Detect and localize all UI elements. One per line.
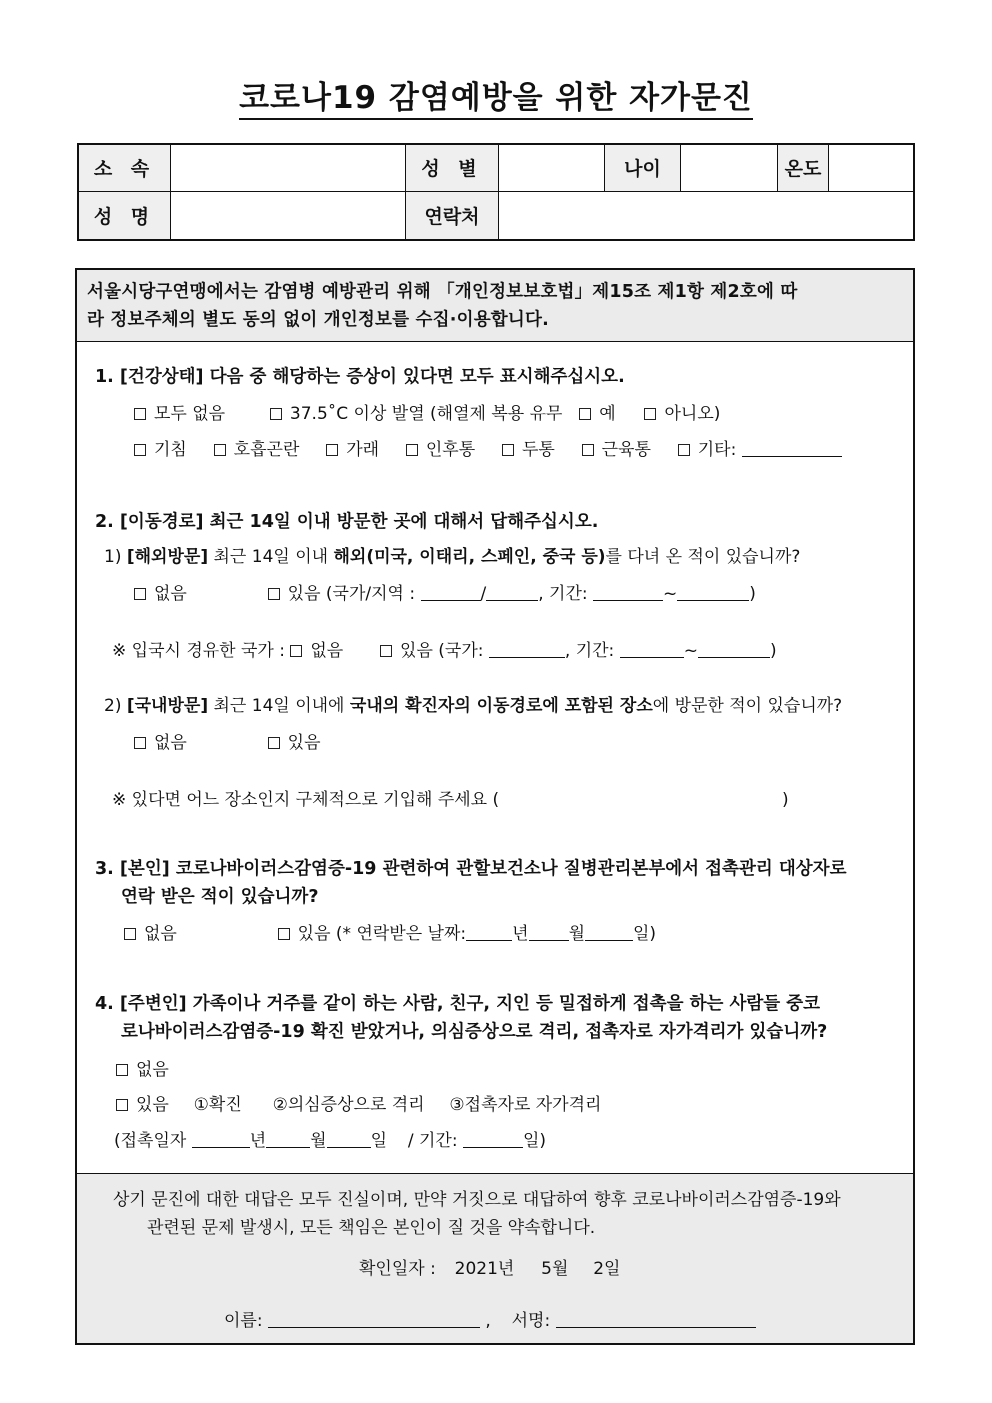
- declaration-line-1: 상기 문진에 대한 대답은 모두 진실이며, 만약 거짓으로 대답하여 향후 코로나바이러스감염증-19와: [113, 1190, 841, 1210]
- checkbox[interactable]: [124, 928, 136, 940]
- q2-sub2: 2) [국내방문] 최근 14일 이내에 국내의 확진자의 이동경로에 포함된 장소에 방문한 적이 있습니까?: [104, 696, 843, 716]
- confirm-date: 확인일자 : 2021년 5월 2일: [359, 1259, 621, 1279]
- info-table: [77, 143, 915, 241]
- checkbox[interactable]: [134, 444, 146, 456]
- checkbox[interactable]: [406, 444, 418, 456]
- q2-transit: ※ 입국시 경유한 국가 : 없음 있음 (국가: , 기간: ~ ): [112, 641, 777, 661]
- q3-options: 없음 있음 (* 연락받은 날짜: 년 월 일): [124, 919, 656, 944]
- checkbox[interactable]: [380, 645, 392, 657]
- checkbox[interactable]: [214, 444, 226, 456]
- checkbox[interactable]: [268, 588, 280, 600]
- checkbox[interactable]: [268, 737, 280, 749]
- affiliation-field[interactable]: [171, 144, 406, 191]
- checkbox[interactable]: [326, 444, 338, 456]
- checkbox[interactable]: [134, 408, 146, 420]
- checkbox[interactable]: [678, 444, 690, 456]
- checkbox[interactable]: [134, 737, 146, 749]
- age-label: 나이: [605, 144, 681, 191]
- checkbox[interactable]: [116, 1099, 128, 1111]
- checkbox[interactable]: [644, 408, 656, 420]
- signature-blank[interactable]: [556, 1312, 756, 1328]
- name-sign-label: 이름:: [224, 1311, 263, 1331]
- notice-line-2: 라 정보주체의 별도 동의 없이 개인정보를 수집·이용합니다.: [87, 310, 549, 330]
- temperature-field[interactable]: [829, 144, 915, 191]
- gender-field[interactable]: [499, 144, 605, 191]
- contact-label: 연락처: [406, 191, 499, 240]
- other-blank[interactable]: [742, 441, 842, 457]
- checkbox[interactable]: [278, 928, 290, 940]
- q4-contact-date: (접촉일자 년 월 일 / 기간: 일): [114, 1131, 547, 1151]
- declaration-footer: [77, 1173, 913, 1343]
- checkbox[interactable]: [270, 408, 282, 420]
- checkbox[interactable]: [290, 645, 302, 657]
- notice-line-1: 서울시당구연맹에서는 감염병 예방관리 위해 「개인정보보호법」제15조 제1항 제2호에 따: [87, 282, 798, 302]
- q2-sub2-options: 없음 있음: [134, 728, 321, 753]
- q4-option-yes: 있음 ①확진 ②의심증상으로 격리 ③접촉자로 자가격리: [116, 1090, 601, 1115]
- declaration-line-2: 관련된 문제 발생시, 모든 책임은 본인이 질 것을 약속합니다.: [147, 1218, 596, 1238]
- name-sign-blank[interactable]: [268, 1312, 480, 1328]
- q3-line-2: 연락 받은 적이 있습니까?: [121, 887, 319, 907]
- q4-line-1: 4. [주변인] 가족이나 거주를 같이 하는 사람, 친구, 지인 등 밀접하게 접촉을 하는 사람들 중코: [95, 994, 821, 1014]
- q4-line-2: 로나바이러스감염증-19 확진 받았거나, 의심증상으로 격리, 접촉자로 자가격리가 있습니까?: [121, 1022, 828, 1042]
- privacy-notice: [77, 270, 913, 342]
- q3-line-1: 3. [본인] 코로나바이러스감염증-19 관련하여 관할보건소나 질병관리본부에서 접촉관리 대상자로: [95, 859, 847, 879]
- questionnaire-box: [75, 268, 915, 1345]
- q4-option-none: 없음: [116, 1055, 169, 1080]
- name-field[interactable]: [171, 191, 406, 240]
- q2-sub1-options: 없음 있음 (국가/지역 : / , 기간: ~ ): [134, 579, 756, 604]
- q1-row-1: 모두 없음 37.5˚C 이상 발열 (해열제 복용 유무 예 아니오): [134, 399, 720, 424]
- temperature-label: 온도: [778, 144, 829, 191]
- page-title: 코로나19 감염예방을 위한 자가문진: [0, 72, 992, 117]
- checkbox[interactable]: [579, 408, 591, 420]
- q2-sub1: 1) [해외방문] 최근 14일 이내 해외(미국, 이태리, 스페인, 중국 등)를 다녀 온 적이 있습니까?: [104, 547, 801, 567]
- affiliation-label: 소 속: [78, 144, 171, 191]
- checkbox[interactable]: [582, 444, 594, 456]
- q1-row-2: 기침 호흡곤란 가래 인후통 두통 근육통 기타:: [134, 435, 842, 460]
- signature-row: 이름: , 서명:: [224, 1306, 756, 1331]
- q1-title: 1. [건강상태] 다음 중 해당하는 증상이 있다면 모두 표시해주십시오.: [95, 367, 625, 387]
- q2-place-note: ※ 있다면 어느 장소인지 구체적으로 기입해 주세요 ( ): [112, 790, 789, 810]
- q2-title: 2. [이동경로] 최근 14일 이내 방문한 곳에 대해서 답해주십시오.: [95, 512, 599, 532]
- age-field[interactable]: [681, 144, 778, 191]
- checkbox[interactable]: [502, 444, 514, 456]
- checkbox[interactable]: [134, 588, 146, 600]
- signature-label: 서명:: [511, 1311, 551, 1331]
- name-label: 성 명: [78, 191, 171, 240]
- contact-field[interactable]: [499, 191, 915, 240]
- gender-label: 성 별: [406, 144, 499, 191]
- checkbox[interactable]: [116, 1064, 128, 1076]
